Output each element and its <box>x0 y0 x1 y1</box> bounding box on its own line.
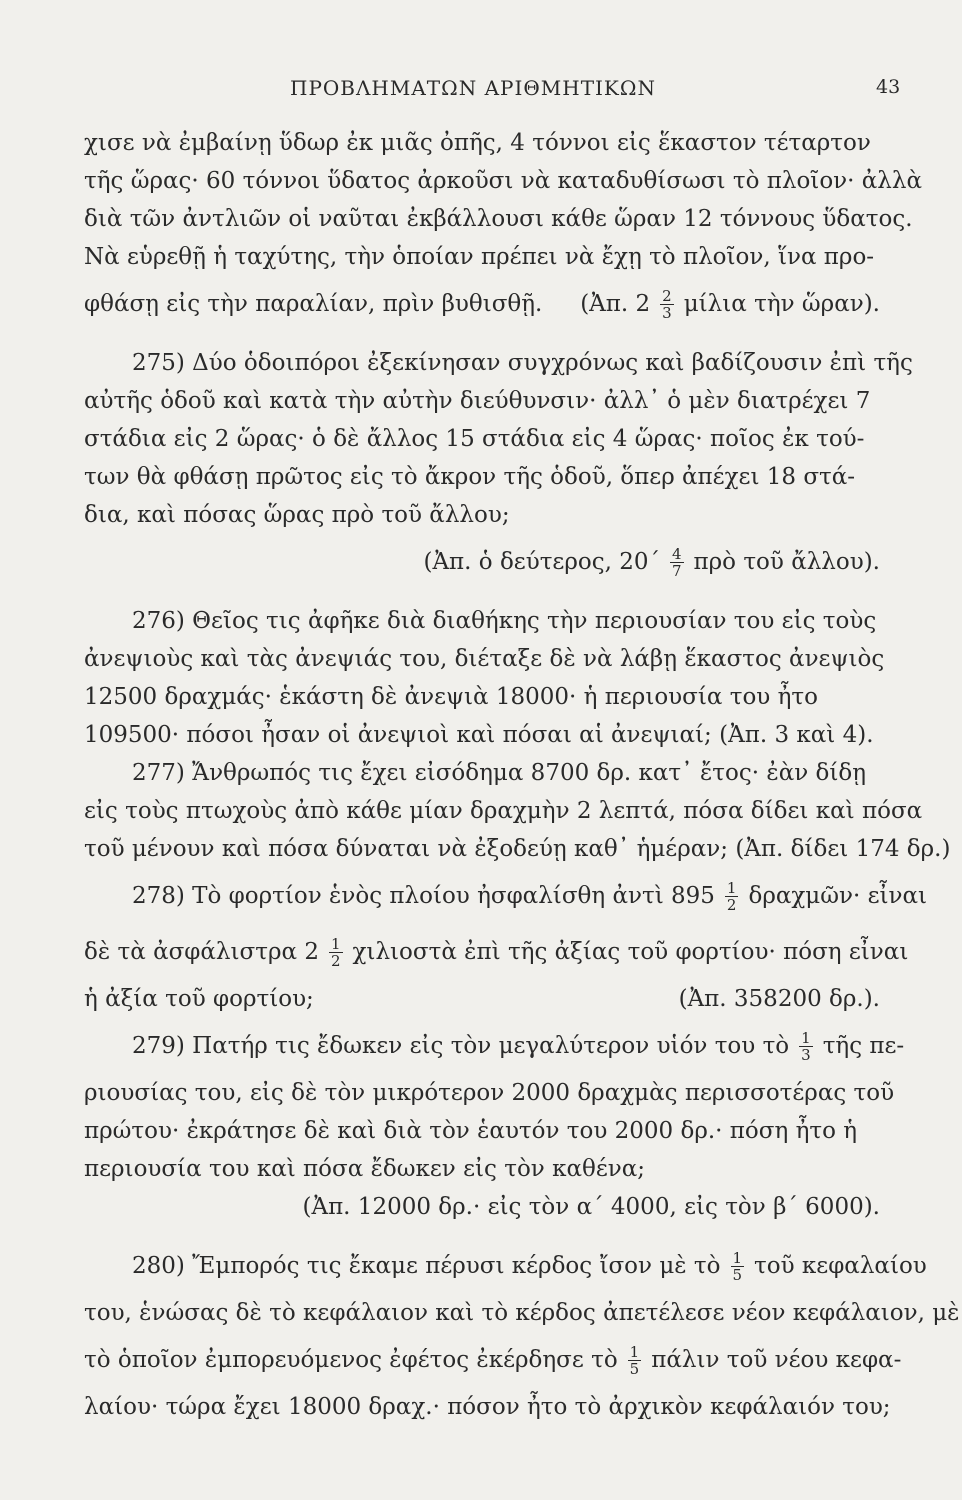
problem-275-line-2: αὐτῆς ὁδοῦ καὶ κατὰ τὴν αὐτὴν διεύθυνσιν· ἀλλ᾽ ὁ μὲν διατρέχει 7 <box>84 388 871 414</box>
problem-276-line-4: 109500· πόσοι ἦσαν οἱ ἀνεψιοὶ καὶ πόσαι αἱ ἀνεψιαί; (Ἀπ. 3 καὶ 4). <box>84 722 874 748</box>
problem-278-answer: (Ἀπ. 358200 δρ.). <box>678 986 880 1012</box>
problem-274-line-5 <box>84 276 880 332</box>
problem-275-answer <box>84 534 880 590</box>
fraction-numerator: 1 <box>330 934 341 953</box>
fraction-numerator: 2 <box>662 286 672 305</box>
fraction-denominator: 5 <box>629 1359 640 1378</box>
fraction-numerator: 1 <box>629 1342 640 1361</box>
problem-279-line-3: πρώτου· ἐκράτησε δὲ καὶ διὰ τὸν ἑαυτόν του 2000 δρ.· πόση ἦτο ἡ <box>84 1118 858 1144</box>
problem-278-line-3 <box>84 980 880 1018</box>
fraction <box>799 1030 813 1063</box>
problem-276-line-1: 276) Θεῖος τις ἀφῆκε διὰ διαθήκης τὴν περιουσίαν του εἰς τοὺς <box>132 608 877 634</box>
problem-277-line-1: 277) Ἄνθρωπός τις ἔχει εἰσόδημα 8700 δρ. κατ᾽ ἔτος· ἐὰν δίδῃ <box>132 760 867 786</box>
answer-prefix: (Ἀπ. ὁ δεύτερος, 20΄ <box>423 549 660 575</box>
page-number: 43 <box>876 76 901 98</box>
fraction-denominator: 3 <box>801 1045 811 1064</box>
problem-278-line-2 <box>84 924 909 980</box>
fraction <box>670 546 684 579</box>
problem-278-text: ἡ ἀξία τοῦ φορτίου; <box>84 986 314 1012</box>
fraction-denominator: 5 <box>732 1265 743 1284</box>
page-body <box>84 124 960 1426</box>
problem-279-answer: (Ἀπ. 12000 δρ.· εἰς τὸν α΄ 4000, εἰς τὸν β΄ 6000). <box>302 1194 880 1220</box>
problem-279-text: τῆς πε- <box>822 1033 905 1059</box>
problem-280-line-3 <box>84 1332 902 1388</box>
problem-280-text: πάλιν τοῦ νέου κεφα- <box>651 1347 902 1373</box>
problem-275-line-5: δια, καὶ πόσας ὥρας πρὸ τοῦ ἄλλου; <box>84 502 510 528</box>
problem-274-line-3: διὰ τῶν ἀντλιῶν οἱ ναῦται ἐκβάλλουσι κάθε ὥραν 12 τόννους ὕδατος. <box>84 206 913 232</box>
answer-prefix: (Ἀπ. 2 <box>580 291 651 317</box>
problem-277-line-2: εἰς τοὺς πτωχοὺς ἀπὸ κάθε μίαν δραχμὴν 2 λεπτά, πόσα δίδει καὶ πόσα <box>84 798 923 824</box>
fraction <box>628 1344 642 1377</box>
fraction <box>660 288 674 321</box>
problem-274-answer <box>580 285 880 323</box>
fraction <box>725 880 739 913</box>
answer-suffix: πρὸ τοῦ ἄλλου). <box>693 549 880 575</box>
problem-280-text: 280) Ἔμπορός τις ἔκαμε πέρυσι κέρδος ἴσον μὲ τὸ <box>132 1253 721 1279</box>
problem-276-line-2: ἀνεψιοὺς καὶ τὰς ἀνεψιάς του, διέταξε δὲ νὰ λάβῃ ἕκαστος ἀνεψιὸς <box>84 646 885 672</box>
problem-280-text: τοῦ κεφαλαίου <box>754 1253 927 1279</box>
problem-275-line-1: 275) Δύο ὁδοιπόροι ἐξεκίνησαν συγχρόνως καὶ βαδίζουσιν ἐπὶ τῆς <box>132 350 913 376</box>
problem-280-text: τὸ ὁποῖον ἐμπορευόμενος ἐφέτος ἐκέρδησε τὸ <box>84 1347 618 1373</box>
problem-275-line-3: στάδια εἰς 2 ὥρας· ὁ δὲ ἄλλος 15 στάδια εἰς 4 ὥρας· ποῖος ἐκ τού- <box>84 426 865 452</box>
problem-280-line-1 <box>84 1238 927 1294</box>
problem-280-line-2: του, ἑνώσας δὲ τὸ κεφάλαιον καὶ τὸ κέρδος ἀπετέλεσε νέον κεφάλαιον, μὲ <box>84 1300 960 1326</box>
problem-278-text: χιλιοστὰ ἐπὶ τῆς ἀξίας τοῦ φορτίου· πόση εἶναι <box>352 939 909 965</box>
problem-279-line-4: περιουσία του καὶ πόσα ἔδωκεν εἰς τὸν καθένα; <box>84 1156 646 1182</box>
problem-277-line-3: τοῦ μένουν καὶ πόσα δύναται νὰ ἐξοδεύῃ καθ᾽ ἡμέραν; (Ἀπ. δίδει 174 δρ.) <box>84 836 951 862</box>
running-title: ΠΡΟΒΛΗΜΑΤΩΝ ΑΡΙΘΜΗΤΙΚΩΝ <box>290 76 656 100</box>
fraction-denominator: 2 <box>330 951 341 970</box>
problem-274-text: φθάσῃ εἰς τὴν παραλίαν, πρὶν βυθισθῇ. <box>84 291 543 317</box>
problem-278-text: δραχμῶν· εἶναι <box>748 883 928 909</box>
fraction <box>731 1250 745 1283</box>
page-header <box>0 76 962 106</box>
problem-275-line-4: των θὰ φθάσῃ πρῶτος εἰς τὸ ἄκρον τῆς ὁδοῦ, ὅπερ ἀπέχει 18 στά- <box>84 464 856 490</box>
fraction-numerator: 1 <box>732 1248 743 1267</box>
fraction-numerator: 1 <box>726 878 737 897</box>
problem-280-line-4: λαίου· τώρα ἔχει 18000 δραχ.· πόσον ἦτο τὸ ἀρχικὸν κεφάλαιόν του; <box>84 1394 891 1420</box>
problem-274-line-1: χισε νὰ ἐμβαίνῃ ὕδωρ ἐκ μιᾶς ὀπῆς, 4 τόννοι εἰς ἕκαστον τέταρτον <box>84 130 871 156</box>
fraction-denominator: 3 <box>662 303 672 322</box>
problem-274-line-2: τῆς ὥρας· 60 τόννοι ὕδατος ἀρκοῦσι νὰ καταδυθίσωσι τὸ πλοῖον· ἀλλὰ <box>84 168 922 194</box>
fraction-numerator: 4 <box>671 544 682 563</box>
fraction-denominator: 2 <box>726 895 737 914</box>
fraction-numerator: 1 <box>801 1028 811 1047</box>
problem-278-line-1 <box>84 868 928 924</box>
problem-278-text: 278) Τὸ φορτίον ἑνὸς πλοίου ἠσφαλίσθη ἀντὶ 895 <box>132 883 715 909</box>
fraction-denominator: 7 <box>671 561 682 580</box>
problem-279-line-1 <box>84 1018 905 1074</box>
fraction <box>329 936 343 969</box>
problem-279-text: 279) Πατήρ τις ἔδωκεν εἰς τὸν μεγαλύτερον υἱόν του τὸ <box>132 1033 790 1059</box>
problem-274-line-4: Νὰ εὑρεθῇ ἡ ταχύτης, τὴν ὁποίαν πρέπει νὰ ἔχῃ τὸ πλοῖον, ἵνα προ- <box>84 244 875 270</box>
problem-278-text: δὲ τὰ ἀσφάλιστρα 2 <box>84 939 319 965</box>
problem-276-line-3: 12500 δραχμάς· ἑκάστη δὲ ἀνεψιὰ 18000· ἡ περιουσία του ἦτο <box>84 684 818 710</box>
problem-279-line-2: ριουσίας του, εἰς δὲ τὸν μικρότερον 2000 δραχμὰς περισσοτέρας τοῦ <box>84 1080 895 1106</box>
answer-suffix: μίλια τὴν ὥραν). <box>683 291 880 317</box>
